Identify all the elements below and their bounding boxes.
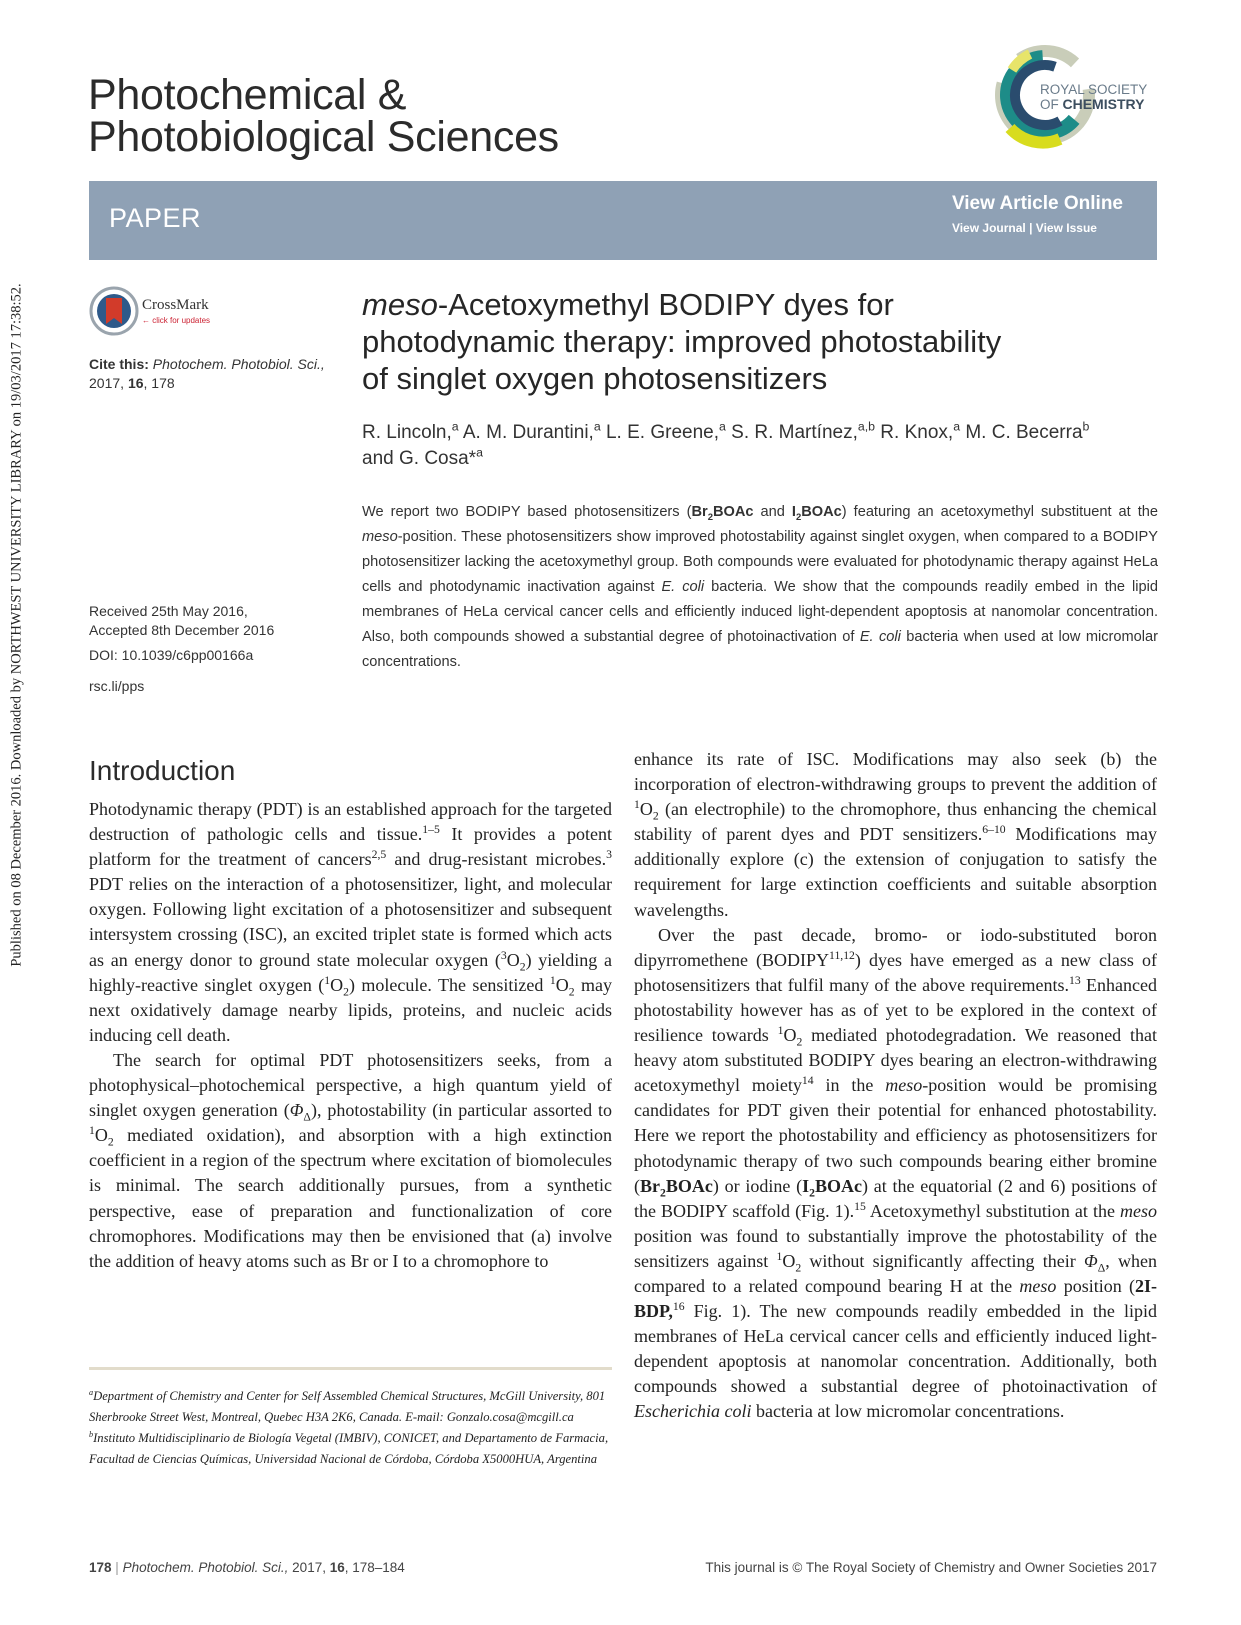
journal-title-line1: Photochemical & [88,71,407,119]
paragraph: The search for optimal PDT photosensitizers seeks, from a photophysical–photochemical perspective, a high quantum yield of singlet oxygen generation $(\Phi_\Delta)$, photostability (in particular assorted to $^1O_2$ mediated oxidation), and absorption with a high extinction coefficient in a region of the spectrum where excitation of biomolecules is minimal. The search additionally pursues, from a synthetic perspective, ease of preparation and functionalization of core chromophores. Modifications may then be envisioned that (a) involve the addition of heavy atoms such as Br or I to a chromophore to [89,1049,612,1271]
cite-label: Cite this: [89,356,149,372]
rsc-line1: ROYAL SOCIETY [1040,82,1148,97]
arrow-left-icon: ← [142,316,153,325]
subscript: 2 [707,511,713,523]
author-list [362,420,1162,472]
download-notice-sidebar [6,230,28,1020]
abstract-text: -position. These photosensitizers show improved photostability against singlet oxygen, when compared to a BODIPY photosensitizer lacking the acetoxymethyl group. Both compounds were evaluated for photodynamic therapy against HeLa cells and photodynamic inactivation against [362,529,1158,595]
footnote-a: $^a$Department of Chemistry and Center for Self Assembled Chemical Structures, McGill University, 801 Sherbrooke Street West, Montreal, Quebec H3A 2K6, Canada. E-mail: Gonzalo.cosa@mcgill.ca [89,1387,606,1424]
rsc-wordmark [1040,83,1147,112]
left-column [89,797,612,1274]
view-issue-link[interactable]: View Issue [1035,221,1097,235]
ref-sup[interactable]: 1–5 [422,823,440,837]
affil-sup: a,b [857,419,876,434]
title-line1: -Acetoxymethyl BODIPY dyes for [437,287,894,322]
compound-br: Br [691,504,708,520]
subscript: 2 [795,511,802,523]
cite-volume: 16 [127,375,144,391]
compound-i: I [791,504,796,520]
footer-year: 2017, [288,1560,330,1575]
article-type-label: PAPER [109,203,202,233]
ref-sup[interactable]: 16 [672,1300,685,1314]
section-heading-introduction: Introduction [89,755,236,786]
author: M. C. Becerra [960,422,1083,443]
link-separator: | [1029,221,1033,235]
citation [89,355,359,393]
title-line2: photodynamic therapy: improved photostability [362,324,1002,359]
affil-sup: a [953,419,961,434]
received-date: Received 25th May 2016, [89,603,248,619]
ref-sup[interactable]: 3 [606,848,612,862]
crossmark-label[interactable]: CrossMark [142,297,209,313]
author: R. Lincoln, [362,422,452,443]
footnote-b: $^b$Instituto Multidisciplinario de Biología Vegetal (IMBIV), CONICET, and Departamento de Farmacia, Facultad de Ciencias Químicas, Universidad Nacional de Córdoba, Córdoba X5000HUA, Argentina [89,1429,609,1466]
paragraph: enhance its rate of ISC. Modifications may also seek (b) the incorporation of electron-withdrawing groups to prevent the addition of $^1O_2$ (an electrophile) to the chromophore, thus enhancing the chemical stability of parent dyes and PDT sensitizers.$^{6-10}$ Modifications may additionally explore (c) the extension of conjugation to satisfy the requirement for large extinction coefficients and suitable absorption wavelengths. [634,749,1157,920]
footer-volume: 16 [329,1560,345,1575]
crossmark-icon[interactable] [89,286,139,336]
affiliation-footnotes [89,1386,619,1470]
abstract-text: bacteria. We show that the compounds readily embed in the lipid membranes of HeLa cervical cancer cells and efficiently induced light-dependent apoptosis at nanomolar concentration. Also, both compounds showed a substantial degree of photoinactivation of [362,579,1158,645]
view-links [952,193,1123,235]
paragraph: Over the past decade, bromo- or iodo-substituted boron dipyrromethene (BODIPY$^{11,12}$) dyes have emerged as a new class of photosensitizers that fulfil many of the above requirements.$^{13}$ Enhanced photostability however has as of yet to be explored in the context of resilience towards $^1O_2$ mediated photodegradation. We reasoned that heavy atom substituted BODIPY dyes bearing an electron-withdrawing acetoxymethyl moiety$^{14}$ in the meso-position would be promising candidates for PDT given their potential for enhanced photostability. Here we report the photostability and efficiency as photosensitizers for photodynamic therapy of two such compounds bearing either bromine $(Br_2BOAc)$ or iodine $(I_2BOAc)$ at the equatorial (2 and 6) positions of the BODIPY scaffold (Fig. 1).$^{15}$ Acetoxymethyl substitution at the meso position was found to substantially improve the photostability of the sensitizers against $^1O_2$ without significantly affecting their $\Phi_\Delta$, when compared to a related compound bearing H at the meso position (2I-BDP,$^{16}$ Fig. 1). The new compounds readily embedded in the lipid membranes of HeLa cervical cancer cells and efficiently induced light-dependent apoptosis at nanomolar concentration. Additionally, both compounds showed a substantial degree of photoinactivation of Escherichia coli bacteria at low micromolar concentrations. [634,924,1157,1422]
abstract-italic: E. coli [661,579,705,595]
ref-sup[interactable]: 11,12 [829,948,855,962]
paragraph: Photodynamic therapy (PDT) is an established approach for the targeted destruction of pathologic cells and tissue.$^{1-5}$ It provides a potent platform for the treatment of cancers$^{2,5}$ and drug-resistant microbes.$^3$ PDT relies on the interaction of a photosensitizer, light, and molecular oxygen. Following light excitation of a photosensitizer and subsequent intersystem crossing (ISC), an excited triplet state is formed which acts as an energy donor to ground state molecular oxygen $(^3O_2)$ yielding a highly-reactive singlet oxygen $(^1O_2)$ molecule. The sensitized $^1O_2$ may next oxidatively damage nearby lipids, proteins, and nucleic acids inducing cell death. [89,799,612,1045]
article-dates [89,602,359,696]
abstract-text: ) featuring an acetoxymethyl substituent at the [841,504,1159,520]
ref-sup[interactable]: 6–10 [982,823,1006,837]
cite-journal: Photochem. Photobiol. Sci., [152,356,325,372]
journal-link[interactable]: rsc.li/pps [89,678,145,694]
affil-sup: a [476,445,483,460]
author: and G. Cosa* [362,448,477,469]
abstract [362,500,1158,675]
article-banner [89,181,1157,260]
journal-title [88,71,788,161]
abstract-italic: E. coli [859,629,901,645]
rsc-line2-bold: CHEMISTRY [1062,96,1145,112]
journal-title-line2: Photobiological Sciences [88,113,559,161]
compound-boac: BOAc [712,504,754,520]
footer-separator: | [115,1560,119,1575]
author: A. M. Durantini, [458,422,594,443]
doi[interactable]: DOI: 10.1039/c6pp00166a [89,647,254,663]
page-number: 178 [89,1560,112,1575]
abstract-italic: meso [362,529,398,545]
title-line3: of singlet oxygen photosensitizers [362,361,828,396]
footnote-divider [89,1367,612,1370]
ref-sup[interactable]: 2,5 [371,848,387,862]
affil-sup: b [1082,419,1090,434]
copyright-notice: This journal is © The Royal Society of Chemistry and Owner Societies 2017 [705,1560,1157,1575]
view-links-row [952,221,1123,235]
view-article-online-link[interactable]: View Article Online [951,193,1123,214]
affil-sup: a [593,419,601,434]
author: S. R. Martínez, [725,422,858,443]
rsc-line2-prefix: OF [1040,97,1063,112]
article-title [362,286,1162,397]
ref-sup[interactable]: 13 [1068,973,1081,987]
ref-sup[interactable]: 14 [801,1074,814,1088]
cite-year: 2017, [89,375,125,391]
footer-pages: , 178–184 [344,1560,405,1575]
page-footer-left [89,1560,405,1575]
right-column [634,747,1157,1425]
ref-sup[interactable]: 15 [854,1199,866,1213]
affil-sup: a [451,419,459,434]
rsc-line2 [1040,97,1147,112]
download-notice-text: Published on 08 December 2016. Downloaded by NORTHWEST UNIVERSITY LIBRARY on 19/03/2017 17:38:52. [8,283,25,967]
author: R. Knox, [875,422,954,443]
abstract-text: and [753,504,792,520]
crossmark-sub[interactable] [142,316,210,325]
title-meso: meso [362,287,438,322]
cite-page: , 178 [143,375,175,391]
view-journal-link[interactable]: View Journal [951,221,1026,235]
abstract-text: We report two BODIPY based photosensitizers ( [362,504,692,520]
affil-sup: a [719,419,726,434]
compound-boac: BOAc [801,504,842,520]
crossmark-sub-text: click for updates [152,316,211,325]
accepted-date: Accepted 8th December 2016 [89,622,275,638]
abstract-text: bacteria when used at low micromolar concentrations. [362,629,1158,670]
footer-journal: Photochem. Photobiol. Sci., [122,1560,289,1575]
author: L. E. Greene, [600,422,719,443]
